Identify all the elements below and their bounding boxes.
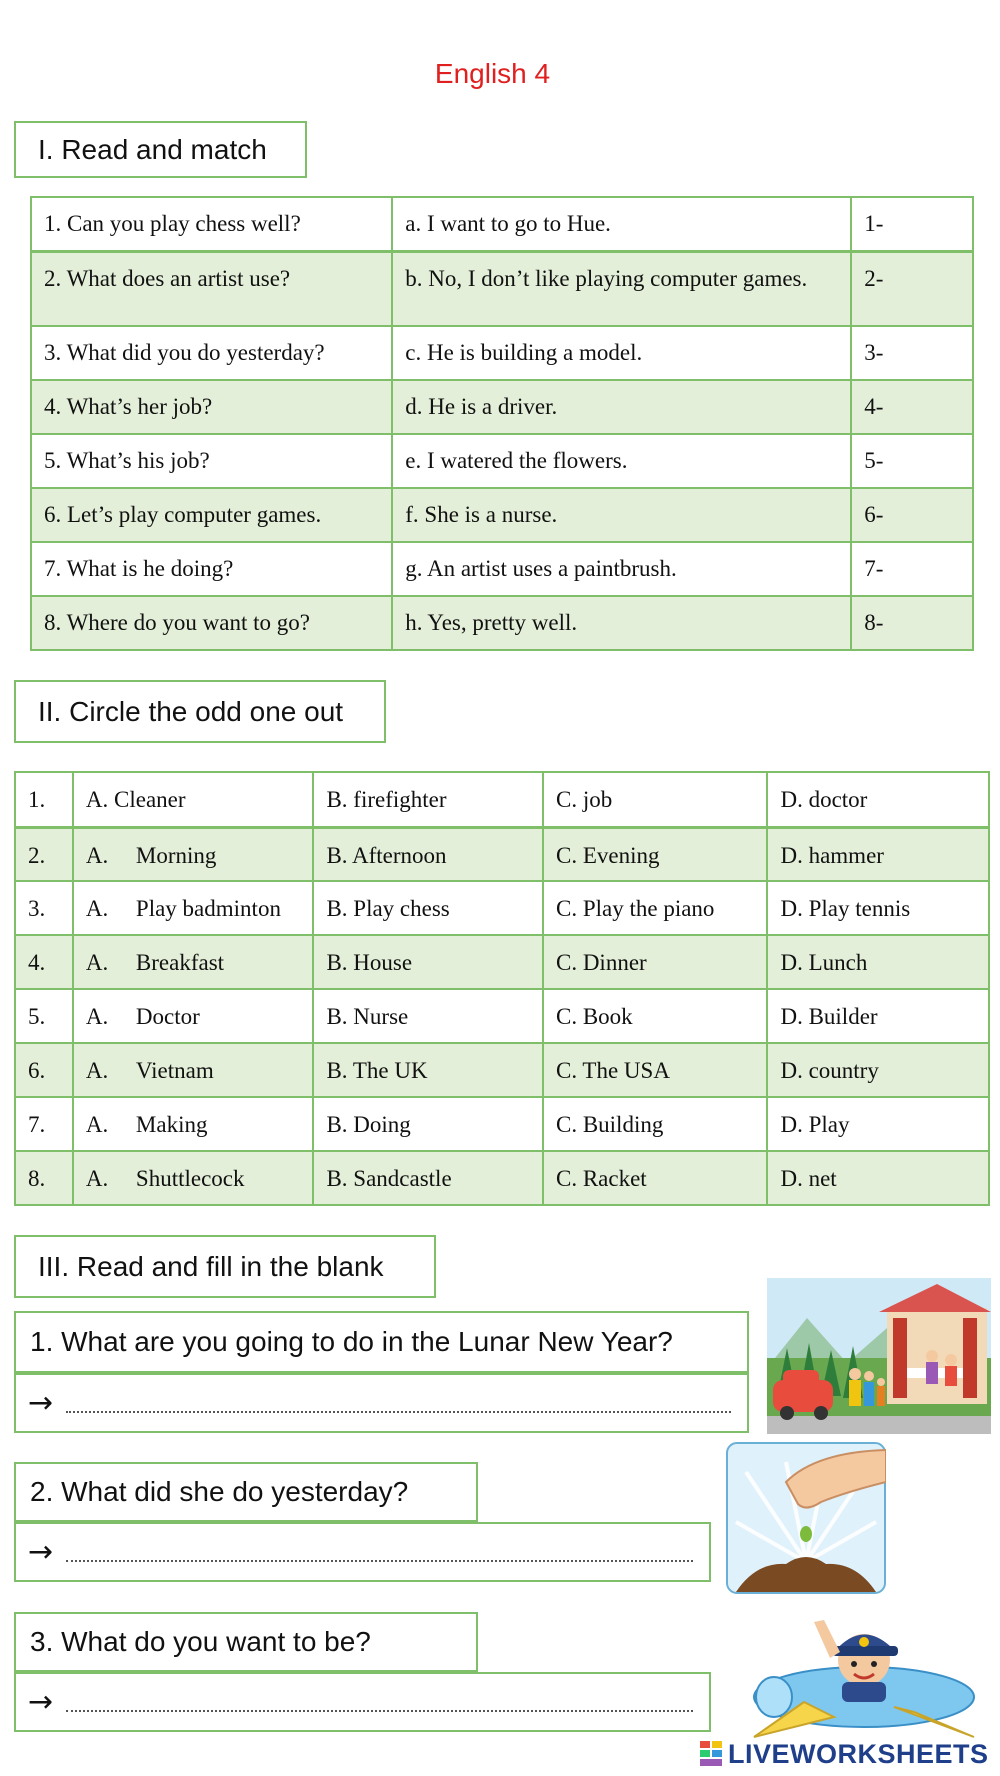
option-a[interactable]: A. Cleaner (73, 772, 314, 827)
match-answer: f. She is a nurse. (392, 488, 851, 542)
odd-one-out-table (14, 771, 990, 1206)
match-row (31, 434, 973, 488)
option-a[interactable]: A. Play badminton (73, 881, 314, 935)
odd-row (15, 1097, 989, 1151)
match-blank[interactable]: 7- (851, 542, 973, 596)
question-3 (14, 1612, 478, 1672)
option-b[interactable]: B. Doing (313, 1097, 543, 1151)
odd-row (15, 772, 989, 827)
match-row (31, 251, 973, 326)
arrow-right-icon: → (28, 1684, 54, 1720)
liveworksheets-icon (700, 1741, 724, 1767)
option-b[interactable]: B. firefighter (313, 772, 543, 827)
odd-row-number: 7. (15, 1097, 73, 1151)
liveworksheets-logo (700, 1738, 990, 1770)
answer-2-line (66, 1560, 693, 1562)
section1-heading (14, 121, 307, 178)
odd-row (15, 1043, 989, 1097)
match-question: 8. Where do you want to go? (31, 596, 392, 650)
match-blank[interactable]: 2- (851, 251, 973, 326)
question-3-text: 3. What do you want to be? (30, 1626, 371, 1657)
option-d[interactable]: D. Play tennis (767, 881, 989, 935)
odd-row-number: 4. (15, 935, 73, 989)
match-question: 5. What’s his job? (31, 434, 392, 488)
match-question: 3. What did you do yesterday? (31, 326, 392, 380)
option-b[interactable]: B. Play chess (313, 881, 543, 935)
odd-row (15, 881, 989, 935)
odd-row (15, 989, 989, 1043)
option-c[interactable]: C. Building (543, 1097, 767, 1151)
option-d[interactable]: D. doctor (767, 772, 989, 827)
match-answer: b. No, I don’t like playing computer games. (392, 251, 851, 326)
match-question: 6. Let’s play computer games. (31, 488, 392, 542)
option-c[interactable]: C. Play the piano (543, 881, 767, 935)
option-c[interactable]: C. Book (543, 989, 767, 1043)
option-d[interactable]: D. Lunch (767, 935, 989, 989)
match-row (31, 326, 973, 380)
option-c[interactable]: C. Racket (543, 1151, 767, 1205)
match-question: 2. What does an artist use? (31, 251, 392, 326)
match-question: 7. What is he doing? (31, 542, 392, 596)
section3-heading-text: III. Read and fill in the blank (38, 1250, 384, 1282)
worksheet-title: English 4 (434, 58, 551, 89)
option-a[interactable]: A. Vietnam (73, 1043, 314, 1097)
match-row (31, 488, 973, 542)
odd-row-number: 3. (15, 881, 73, 935)
odd-row-number: 6. (15, 1043, 73, 1097)
question-2 (14, 1462, 478, 1522)
question-2-text: 2. What did she do yesterday? (30, 1476, 409, 1507)
match-question: 4. What’s her job? (31, 380, 392, 434)
option-a[interactable]: A. Shuttlecock (73, 1151, 314, 1205)
option-c[interactable]: C. The USA (543, 1043, 767, 1097)
answer-1-field[interactable] (14, 1373, 749, 1433)
odd-row-number: 1. (15, 772, 73, 827)
option-a[interactable]: A. Breakfast (73, 935, 314, 989)
match-row (31, 380, 973, 434)
option-b[interactable]: B. Nurse (313, 989, 543, 1043)
match-row (31, 542, 973, 596)
option-a[interactable]: A. Making (73, 1097, 314, 1151)
match-blank[interactable]: 3- (851, 326, 973, 380)
match-table (30, 196, 974, 651)
option-b[interactable]: B. The UK (313, 1043, 543, 1097)
answer-1-line (66, 1411, 731, 1413)
option-b[interactable]: B. Sandcastle (313, 1151, 543, 1205)
family-house-illustration (767, 1278, 991, 1434)
answer-3-field[interactable] (14, 1672, 711, 1732)
match-answer: c. He is building a model. (392, 326, 851, 380)
option-d[interactable]: D. country (767, 1043, 989, 1097)
match-answer: h. Yes, pretty well. (392, 596, 851, 650)
option-d[interactable]: D. hammer (767, 827, 989, 881)
match-answer: g. An artist uses a paintbrush. (392, 542, 851, 596)
answer-3-line (66, 1710, 693, 1712)
option-d[interactable]: D. net (767, 1151, 989, 1205)
match-blank[interactable]: 5- (851, 434, 973, 488)
match-answer: d. He is a driver. (392, 380, 851, 434)
arrow-right-icon: → (28, 1385, 54, 1421)
match-blank[interactable]: 4- (851, 380, 973, 434)
option-c[interactable]: C. job (543, 772, 767, 827)
match-answer: a. I want to go to Hue. (392, 197, 851, 251)
odd-row (15, 935, 989, 989)
match-question: 1. Can you play chess well? (31, 197, 392, 251)
option-a[interactable]: A. Doctor (73, 989, 314, 1043)
odd-row-number: 2. (15, 827, 73, 881)
section2-heading-text: II. Circle the odd one out (38, 695, 344, 727)
odd-row-number: 8. (15, 1151, 73, 1205)
option-d[interactable]: D. Builder (767, 989, 989, 1043)
liveworksheets-text: LIVEWORKSHEETS (728, 1738, 989, 1769)
option-b[interactable]: B. Afternoon (313, 827, 543, 881)
option-c[interactable]: C. Evening (543, 827, 767, 881)
planting-seed-illustration (726, 1442, 886, 1594)
section1-heading-text: I. Read and match (38, 133, 267, 165)
odd-row (15, 1151, 989, 1205)
section2-heading (14, 680, 386, 743)
match-blank[interactable]: 8- (851, 596, 973, 650)
odd-row (15, 827, 989, 881)
question-1-text: 1. What are you going to do in the Lunar New Year? (30, 1326, 673, 1357)
pilot-plane-illustration (744, 1612, 988, 1742)
match-answer: e. I watered the flowers. (392, 434, 851, 488)
section3-heading (14, 1235, 436, 1298)
answer-2-field[interactable] (14, 1522, 711, 1582)
option-c[interactable]: C. Dinner (543, 935, 767, 989)
match-row (31, 596, 973, 650)
match-row (31, 197, 973, 251)
option-b[interactable]: B. House (313, 935, 543, 989)
question-1 (14, 1311, 749, 1373)
option-d[interactable]: D. Play (767, 1097, 989, 1151)
option-a[interactable]: A. Morning (73, 827, 314, 881)
arrow-right-icon: → (28, 1534, 54, 1570)
match-blank[interactable]: 1- (851, 197, 973, 251)
match-blank[interactable]: 6- (851, 488, 973, 542)
odd-row-number: 5. (15, 989, 73, 1043)
